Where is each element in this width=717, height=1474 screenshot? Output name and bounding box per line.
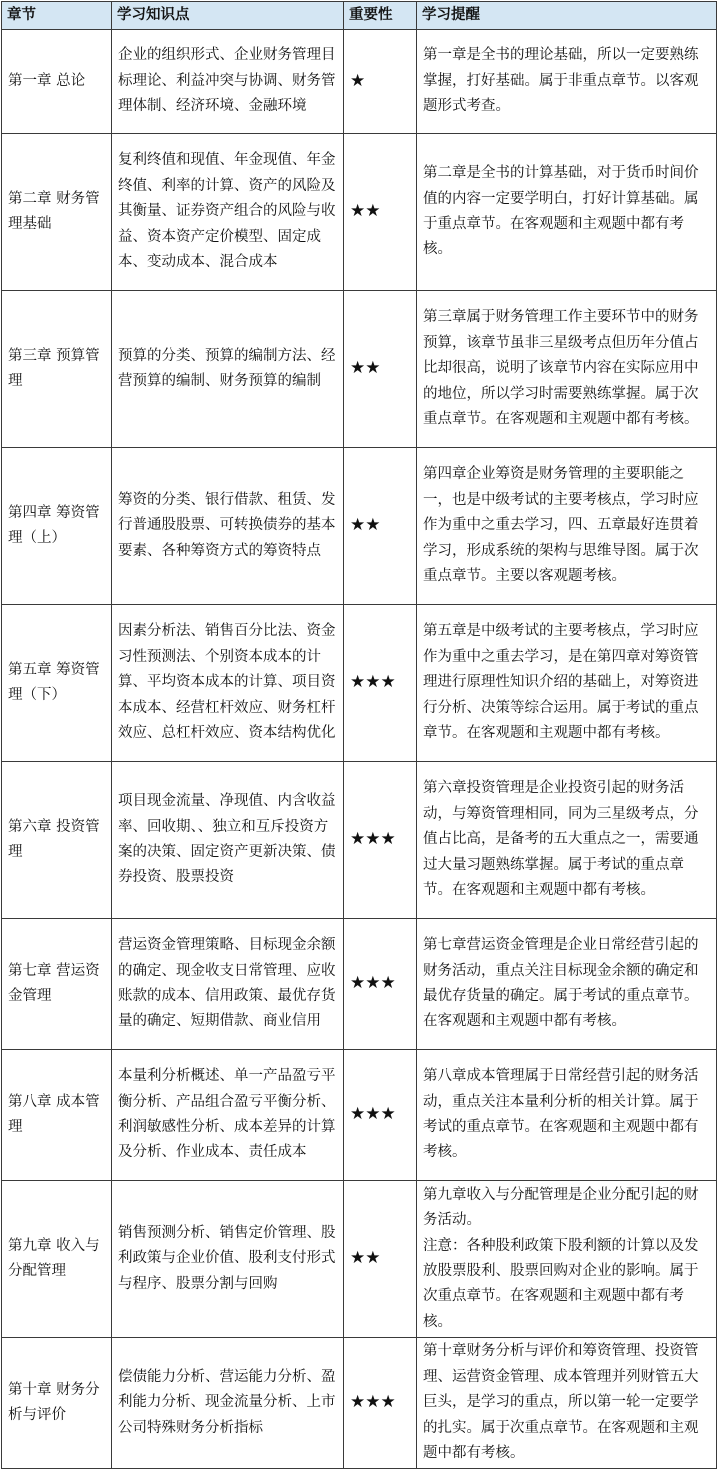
knowledge-cell: 项目现金流量、净现值、内含收益率、回收期、、独立和互斥投资方案的决策、固定资产更新决策、债券投资、股票投资 bbox=[112, 762, 344, 919]
table-header-row bbox=[2, 2, 717, 30]
tip-cell: 第三章属于财务管理工作主要环节中的财务预算，该章节虽非三星级考点但历年分值占比却很高，说明了该章节内容在实际应用中的地位，所以学习时需要熟练掌握。属于次重点章节。在客观题和主观题中都有考核。 bbox=[417, 291, 717, 448]
study-plan-table bbox=[1, 1, 717, 1469]
knowledge-cell: 因素分析法、销售百分比法、资金习性预测法、个别资本成本的计算、平均资本成本的计算、项目资本成本、经营杠杆效应、财务杠杆效应、总杠杆效应、资本结构优化 bbox=[112, 605, 344, 762]
tip-cell: 第二章是全书的计算基础，对于货币时间价值的内容一定要学明白，打好计算基础。属于重点章节。在客观题和主观题中都有考核。 bbox=[417, 134, 717, 291]
importance-stars: ★ bbox=[344, 30, 417, 134]
table-row bbox=[2, 1181, 717, 1338]
table-row bbox=[2, 448, 717, 605]
table-row bbox=[2, 134, 717, 291]
tip-cell: 第四章企业筹资是财务管理的主要职能之一，也是中级考试的主要考核点，学习时应作为重中之重去学习，四、五章最好连贯着学习，形成系统的架构与思维导图。属于次重点章节。主要以客观题考核。 bbox=[417, 448, 717, 605]
chapter-cell: 第三章 预算管理 bbox=[2, 291, 112, 448]
table-row bbox=[2, 1338, 717, 1469]
chapter-cell: 第二章 财务管理基础 bbox=[2, 134, 112, 291]
chapter-cell: 第七章 营运资金管理 bbox=[2, 919, 112, 1050]
knowledge-cell: 筹资的分类、银行借款、租赁、发行普通股股票、可转换债券的基本要素、各种筹资方式的筹资特点 bbox=[112, 448, 344, 605]
importance-stars: ★★ bbox=[344, 134, 417, 291]
tip-cell: 第六章投资管理是企业投资引起的财务活动，与筹资管理相同，同为三星级考点，分值占比高，是备考的五大重点之一，需要通过大量习题熟练掌握。属于考试的重点章节。在客观题和主观题中都有考核。 bbox=[417, 762, 717, 919]
importance-stars: ★★★ bbox=[344, 919, 417, 1050]
importance-stars: ★★★ bbox=[344, 1050, 417, 1181]
table-row bbox=[2, 762, 717, 919]
tip-cell: 第五章是中级考试的主要考核点，学习时应作为重中之重去学习，是在第四章对筹资管理进行原理性知识介绍的基础上，对筹资进行分析、决策等综合运用。属于考试的重点章节。在客观题和主观题中都有考核。 bbox=[417, 605, 717, 762]
knowledge-cell: 偿债能力分析、营运能力分析、盈利能力分析、现金流量分析、上市公司特殊财务分析指标 bbox=[112, 1338, 344, 1469]
tip-cell: 第七章营运资金管理是企业日常经营引起的财务活动，重点关注目标现金余额的确定和最优存货量的确定。属于考试的重点章节。在客观题和主观题中都有考核。 bbox=[417, 919, 717, 1050]
knowledge-cell: 本量利分析概述、单一产品盈亏平衡分析、产品组合盈亏平衡分析、利润敏感性分析、成本差异的计算及分析、作业成本、责任成本 bbox=[112, 1050, 344, 1181]
chapter-cell: 第九章 收入与分配管理 bbox=[2, 1181, 112, 1338]
table-row bbox=[2, 1050, 717, 1181]
chapter-cell: 第四章 筹资管理（上） bbox=[2, 448, 112, 605]
knowledge-cell: 营运资金管理策略、目标现金余额的确定、现金收支日常管理、应收账款的成本、信用政策、最优存货量的确定、短期借款、商业信用 bbox=[112, 919, 344, 1050]
chapter-cell: 第一章 总论 bbox=[2, 30, 112, 134]
header-knowledge: 学习知识点 bbox=[112, 2, 344, 30]
knowledge-cell: 复利终值和现值、年金现值、年金终值、利率的计算、资产的风险及其衡量、证券资产组合的风险与收益、资本资产定价模型、固定成本、变动成本、混合成本 bbox=[112, 134, 344, 291]
table-row bbox=[2, 291, 717, 448]
importance-stars: ★★ bbox=[344, 1181, 417, 1338]
chapter-cell: 第八章 成本管理 bbox=[2, 1050, 112, 1181]
header-chapter: 章节 bbox=[2, 2, 112, 30]
header-importance: 重要性 bbox=[344, 2, 417, 30]
table-row bbox=[2, 605, 717, 762]
tip-cell bbox=[417, 1181, 717, 1338]
tip-note: 注意：各种股利政策下股利额的计算以及发放股票股利、股票回购对企业的影响。属于次重点章节。在客观题和主观题中都有考核。 bbox=[423, 1237, 699, 1330]
chapter-cell: 第十章 财务分析与评价 bbox=[2, 1338, 112, 1469]
chapter-cell: 第五章 筹资管理（下） bbox=[2, 605, 112, 762]
header-tip: 学习提醒 bbox=[417, 2, 717, 30]
table-row bbox=[2, 30, 717, 134]
importance-stars: ★★★ bbox=[344, 605, 417, 762]
importance-stars: ★★★ bbox=[344, 762, 417, 919]
tip-cell: 第十章财务分析与评价和筹资管理、投资管理、运营资金管理、成本管理并列财管五大巨头，是学习的重点，所以第一轮一定要学的扎实。属于次重点章节。在客观题和主观题中都有考核。 bbox=[417, 1338, 717, 1469]
knowledge-cell: 预算的分类、预算的编制方法、经营预算的编制、财务预算的编制 bbox=[112, 291, 344, 448]
importance-stars: ★★ bbox=[344, 448, 417, 605]
tip-cell: 第八章成本管理属于日常经营引起的财务活动，重点关注本量利分析的相关计算。属于考试的重点章节。在客观题和主观题中都有考核。 bbox=[417, 1050, 717, 1181]
chapter-cell: 第六章 投资管理 bbox=[2, 762, 112, 919]
table-row bbox=[2, 919, 717, 1050]
tip-cell: 第一章是全书的理论基础，所以一定要熟练掌握，打好基础。属于非重点章节。以客观题形式考查。 bbox=[417, 30, 717, 134]
importance-stars: ★★★ bbox=[344, 1338, 417, 1469]
tip-paragraph: 第九章收入与分配管理是企业分配引起的财务活动。 bbox=[423, 1186, 699, 1229]
knowledge-cell: 企业的组织形式、企业财务管理目标理论、利益冲突与协调、财务管理体制、经济环境、金融环境 bbox=[112, 30, 344, 134]
importance-stars: ★★ bbox=[344, 291, 417, 448]
knowledge-cell: 销售预测分析、销售定价管理、股利政策与企业价值、股利支付形式与程序、股票分割与回购 bbox=[112, 1181, 344, 1338]
